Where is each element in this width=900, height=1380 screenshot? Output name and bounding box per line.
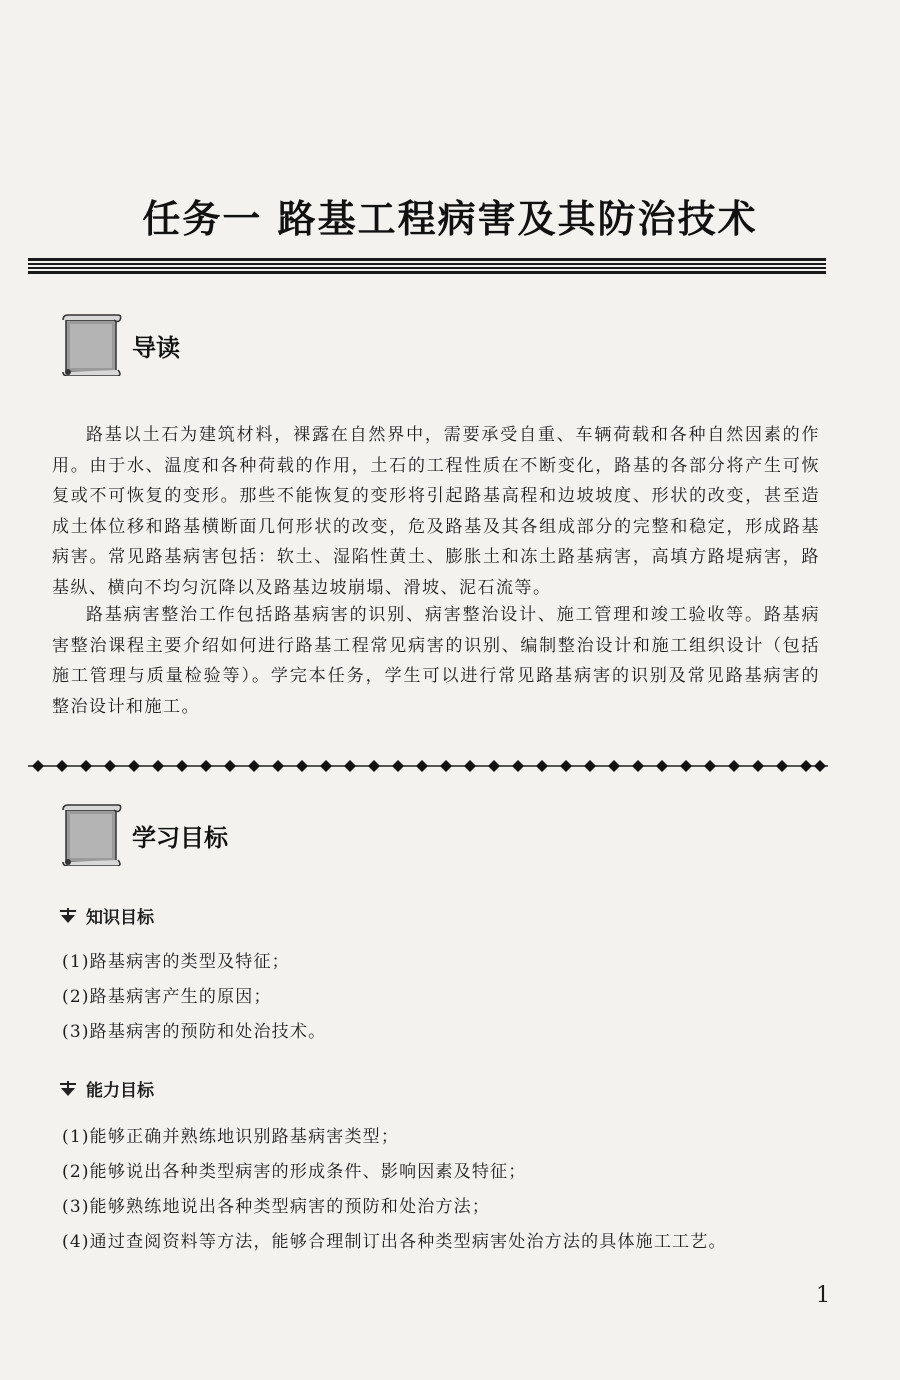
knowledge-goals-list (62, 945, 326, 1050)
goals-section-header (60, 804, 228, 866)
intro-paragraph-2: 路基病害整治工作包括路基病害的识别、病害整治设计、施工管理和竣工验收等。路基病害整治课程主要介绍如何进行路基工程常见病害的识别、编制整治设计和施工组织设计（包括施工管理与质量检验等）。学完本任务，学生可以进行常见路基病害的识别及常见路基病害的整治设计和施工。 (52, 605, 820, 717)
list-item: (2)能够说出各种类型病害的形成条件、影响因素及特征； (62, 1162, 527, 1182)
page-title: 任务一 路基工程病害及其防治技术 (142, 197, 758, 241)
goals-heading: 学习目标 (132, 823, 228, 852)
intro-heading: 导读 (132, 333, 180, 362)
ability-goals-heading: 能力目标 (86, 1081, 154, 1101)
intro-paragraph-1: 路基以土石为建筑材料，裸露在自然界中，需要承受自重、车辆荷载和各种自然因素的作用。由于水、温度和各种荷载的作用，土石的工程性质在不断变化，路基的各部分将产生可恢复或不可恢复的变形。那些不能恢复的变形将引起路基高程和边坡坡度、形状的改变，甚至造成土体位移和路基横断面几何形状的改变，危及路基及其各组成部分的完整和稳定，形成路基病害。常见路基病害包括：软土、湿陷性黄土、膨胀土和冻土路基病害，高填方路堤病害，路基纵、横向不均匀沉降以及路基边坡崩塌、滑坡、泥石流等。 (52, 425, 820, 598)
list-item: (3)路基病害的预防和处治技术。 (62, 1022, 327, 1042)
scroll-icon (60, 804, 122, 866)
list-item: (4)通过查阅资料等方法，能够合理制订出各种类型病害处治方法的具体施工工艺。 (62, 1232, 727, 1252)
scroll-icon (60, 314, 122, 376)
pointer-icon (58, 1080, 78, 1098)
knowledge-goals-heading: 知识目标 (86, 908, 154, 928)
section-divider (28, 757, 828, 775)
ability-goals-header (58, 1076, 154, 1101)
intro-section-header (60, 314, 180, 376)
pointer-icon (58, 907, 78, 925)
list-item: (3)能够熟练地说出各种类型病害的预防和处治方法； (62, 1197, 491, 1217)
list-item: (1)路基病害的类型及特征； (62, 952, 290, 972)
ability-goals-list (62, 1120, 727, 1260)
page-number: 1 (816, 1283, 830, 1308)
list-item: (1)能够正确并熟练地识别路基病害类型； (62, 1127, 400, 1147)
knowledge-goals-header (58, 903, 154, 928)
list-item: (2)路基病害产生的原因； (62, 987, 272, 1007)
title-rule (28, 258, 826, 274)
